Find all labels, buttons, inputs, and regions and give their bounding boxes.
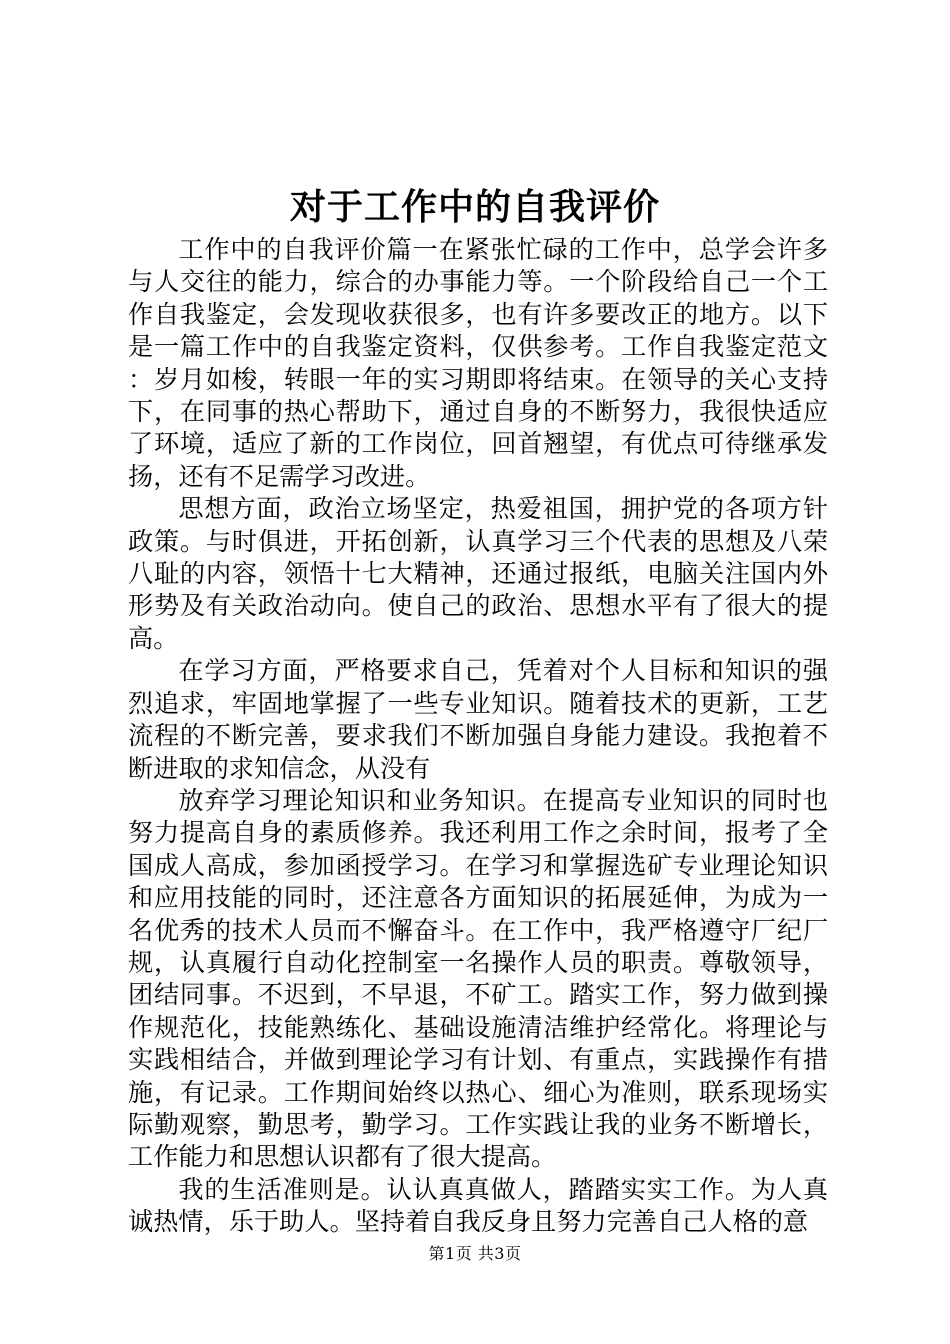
paragraph-intro: 工作中的自我评价篇一在紧张忙碌的工作中，总学会许多与人交往的能力，综合的办事能力等。一个阶段给自己一个工作自我鉴定，会发现收获很多，也有许多要改正的地方。以下是一篇工作中的自我鉴定资料，仅供参考。工作自我鉴定范文：岁月如梭，转眼一年的实习期即将结束。在领导的关心支持下，在同事的热心帮助下，通过自身的不断努力，我很快适应了环境，适应了新的工作岗位，回首翘望，有优点可待继承发扬，还有不足需学习改进。 [128,235,828,491]
document-title: 对于工作中的自我评价 [289,186,660,228]
paragraph-study: 在学习方面，严格要求自己，凭着对个人目标和知识的强烈追求，牢固地掌握了一些专业知识。随着技术的更新，工艺流程的不断完善，要求我们不断加强自身能力建设。我抱着不断进取的求知信念，从没有 [128,656,828,783]
paragraph-life: 我的生活准则是。认认真真做人，踏踏实实工作。为人真诚热情，乐于助人。坚持着自我反身且努力完善自己人格的意 [128,1174,828,1237]
paragraph-work: 放弃学习理论知识和业务知识。在提高专业知识的同时也努力提高自身的素质修养。我还利用工作之余时间，报考了全国成人高成，参加函授学习。在学习和掌握选矿专业理论知识和应用技能的同时，还注意各方面知识的拓展延伸，为成为一名优秀的技术人员而不懈奋斗。在工作中，我严格遵守厂纪厂规，认真履行自动化控制室一名操作人员的职责。尊敬领导，团结同事。不迟到，不早退，不矿工。踏实工作，努力做到操作规范化，技能熟练化、基础设施清洁维护经常化。将理论与实践相结合，并做到理论学习有计划、有重点，实践操作有措施，有记录。工作期间始终以热心、细心为准则，联系现场实际勤观察，勤思考，勤学习。工作实践让我的业务不断增长，工作能力和思想认识都有了很大提高。 [128,785,828,1172]
paragraph-ideology: 思想方面，政治立场坚定，热爱祖国，拥护党的各项方针政策。与时俱进，开拓创新，认真学习三个代表的思想及八荣八耻的内容，领悟十七大精神，还通过报纸，电脑关注国内外形势及有关政治动向。使自己的政治、思想水平有了很大的提高。 [128,494,828,653]
page-number: 第1页 共3页 [428,1244,522,1263]
document-body [128,234,828,1239]
